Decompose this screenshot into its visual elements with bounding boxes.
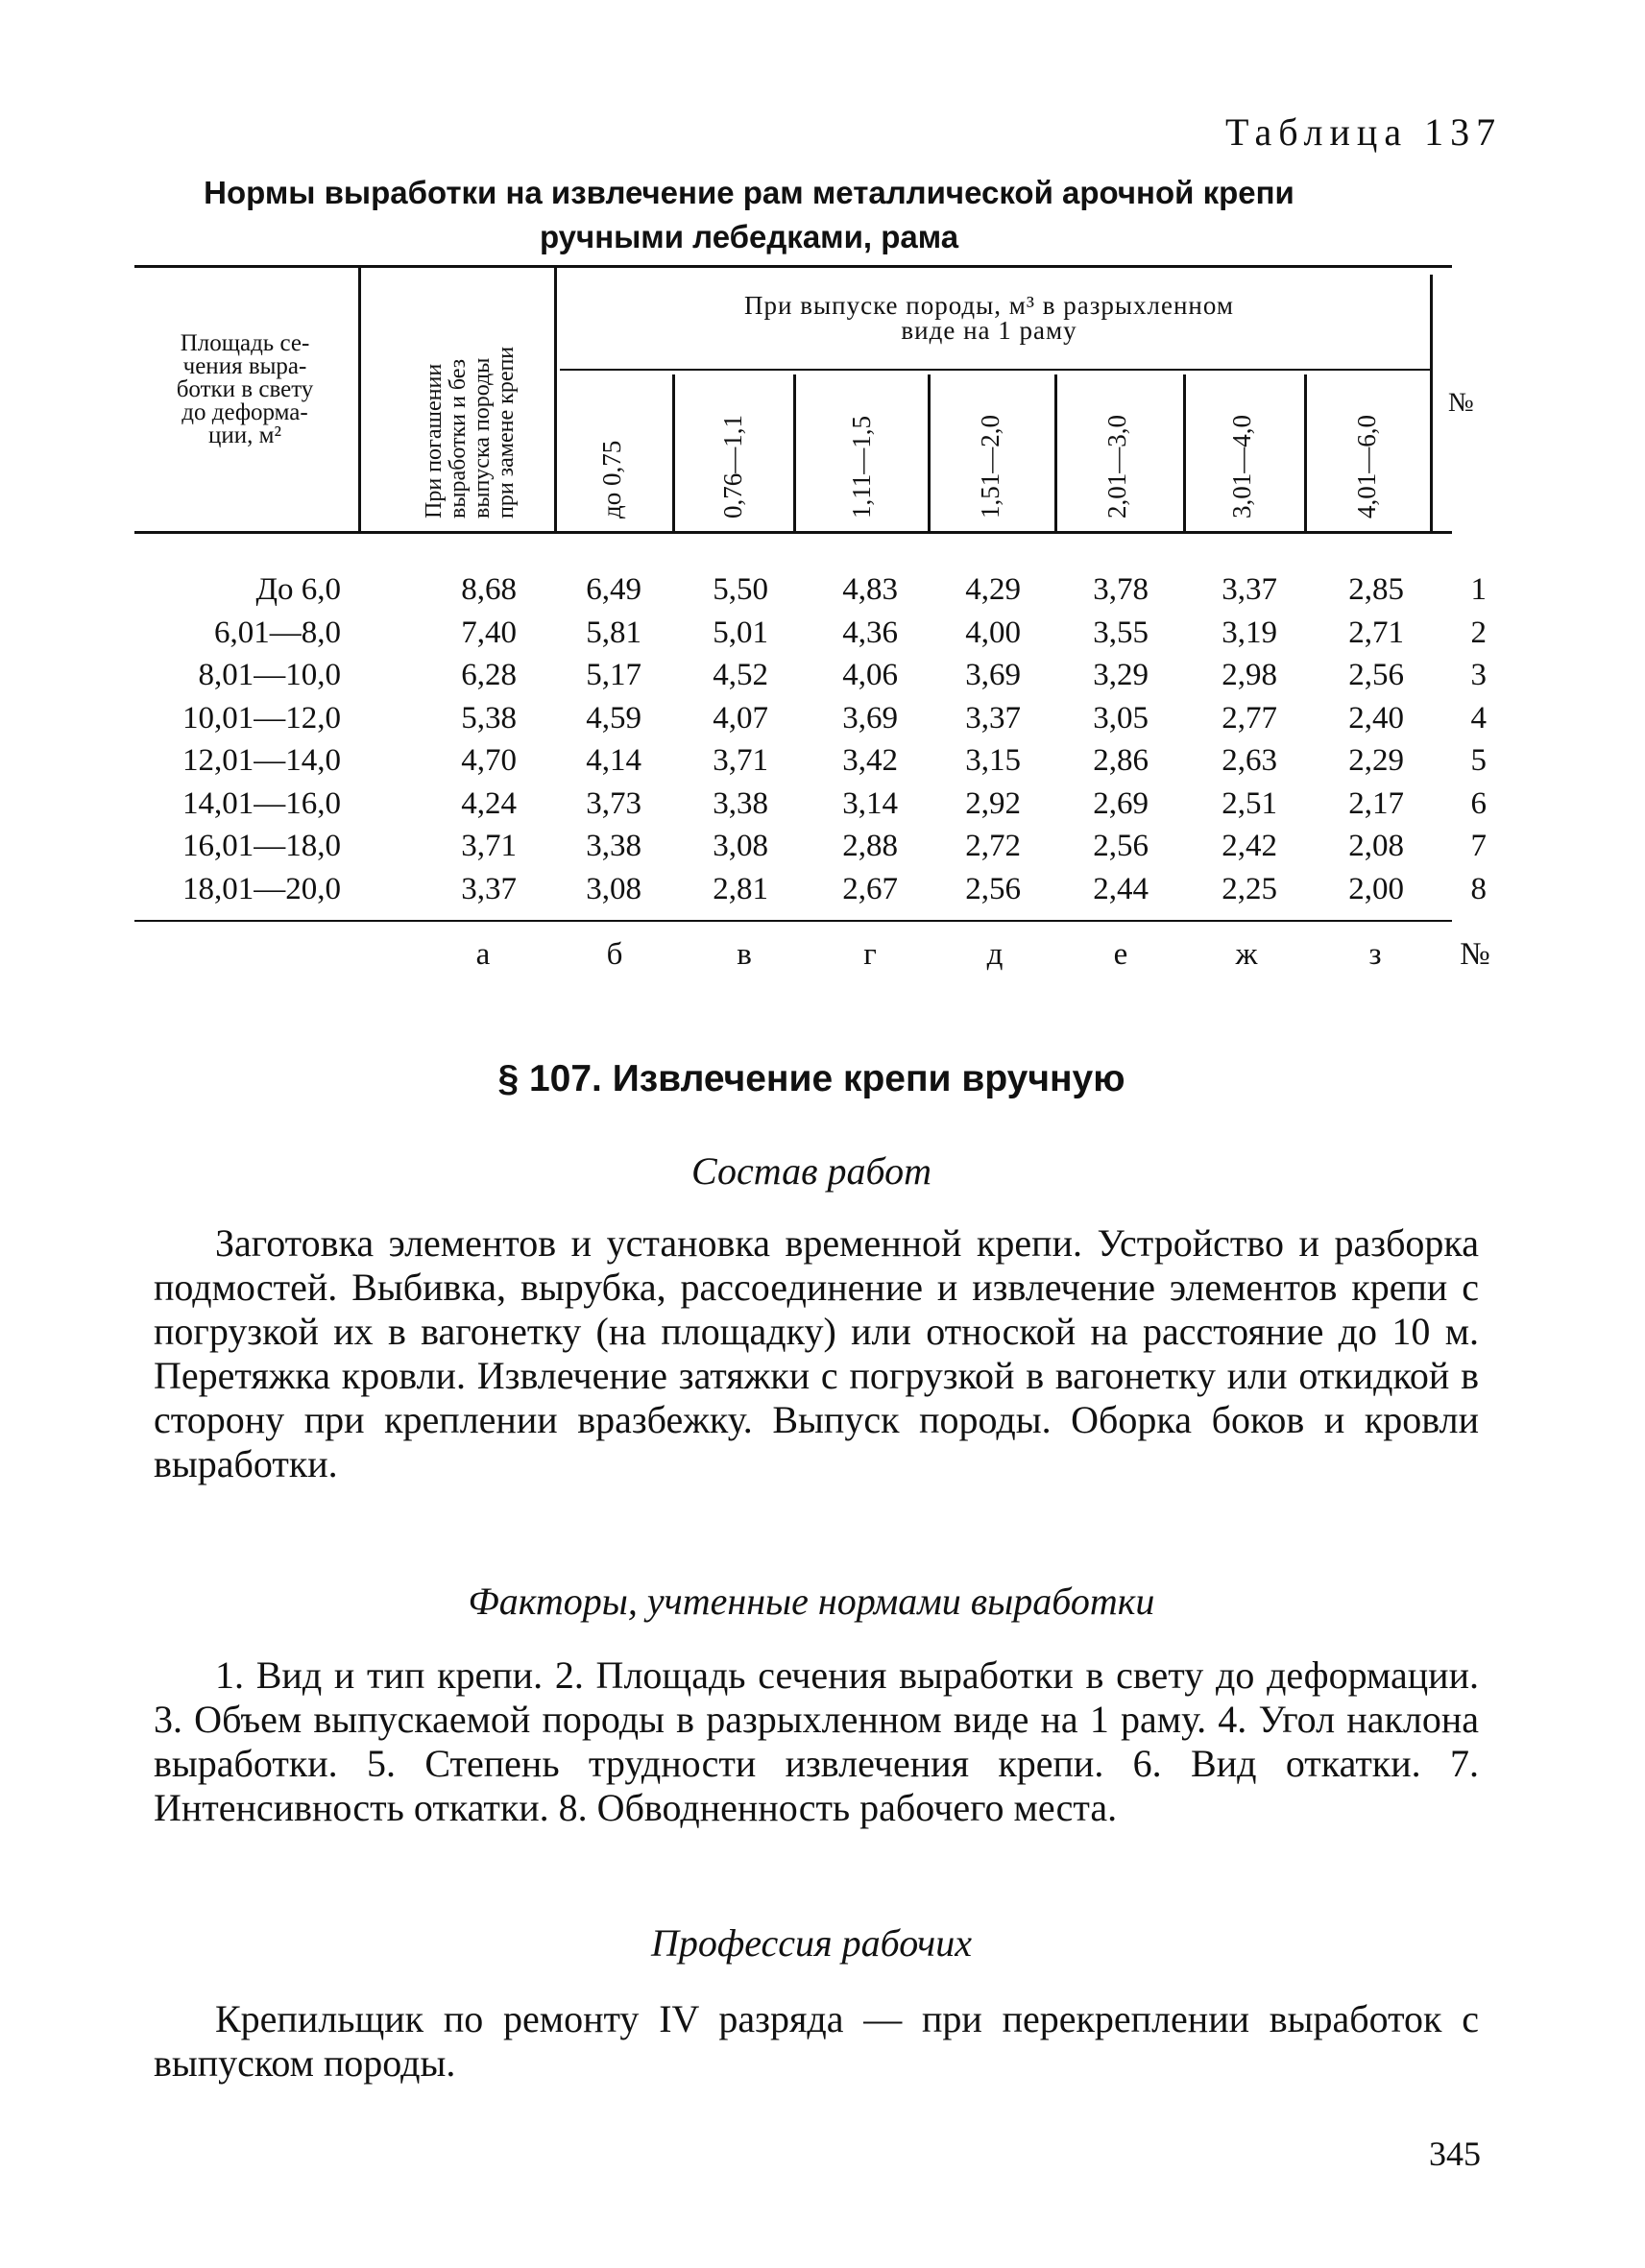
column-letter: № xyxy=(1460,937,1490,972)
header-range-6: 3,01—4,0 xyxy=(1227,415,1256,519)
header-range-7: 4,01—6,0 xyxy=(1352,415,1381,519)
header-area-line: до деформа- xyxy=(181,399,308,425)
table-cell-area: 10,01—12,0 xyxy=(182,700,341,736)
header-group-line2: виде на 1 раму xyxy=(901,316,1077,345)
header-area-line: ботки в свету xyxy=(176,376,314,402)
table-cell-value: 4,29 xyxy=(965,572,1021,607)
table-cell-value: 4,07 xyxy=(713,700,768,736)
table-cell-value: 3,71 xyxy=(461,829,517,863)
table-label: Таблица 137 xyxy=(1225,110,1503,154)
table-cell-row-number: 1 xyxy=(1470,572,1487,607)
table-cell-value: 3,38 xyxy=(713,785,768,821)
factors-heading: Факторы, учтенные нормами выработки xyxy=(468,1580,1155,1623)
table-cell-value: 4,52 xyxy=(713,658,768,692)
divider-range-5 xyxy=(1183,374,1186,532)
divider-range-6 xyxy=(1304,374,1307,532)
table-cell-row-number: 7 xyxy=(1470,829,1487,863)
header-release-group xyxy=(557,293,1421,343)
table-cell-value: 2,85 xyxy=(1348,572,1404,607)
column-letter: в xyxy=(737,937,752,972)
column-letter: а xyxy=(475,937,491,972)
header-number-col: № xyxy=(1448,388,1474,418)
composition-heading: Состав работ xyxy=(691,1149,931,1193)
table-cell-row-number: 8 xyxy=(1470,871,1487,906)
table-cell-value: 5,38 xyxy=(461,700,517,736)
header-range-3: 1,11—1,5 xyxy=(847,416,876,519)
table-title-line1: Нормы выработки на извлечение рам металлической арочной крепи xyxy=(204,175,1294,210)
header-no-release-line: при замене крепи xyxy=(494,346,519,519)
header-area-col xyxy=(134,332,355,447)
table-cell-area: 16,01—18,0 xyxy=(182,829,341,863)
table-cell-value: 2,88 xyxy=(842,829,898,863)
table-cell-value: 7,40 xyxy=(461,615,517,650)
table-cell-value: 2,56 xyxy=(965,871,1021,906)
factors-text: 1. Вид и тип крепи. 2. Площадь сечения выработки в свету до деформации. 3. Объем выпускаемой породы в разрыхленном виде на 1 раму. 4. Угол наклона выработки. 5. Степень трудности извлечения крепи. 6. Вид откатки. 7. Интенсивность откатки. 8. Обводненность рабочего места. xyxy=(154,1653,1479,1829)
column-letter: е xyxy=(1113,937,1128,972)
header-area-line: Площадь се- xyxy=(180,330,310,356)
header-area-line: чения выра- xyxy=(182,353,307,379)
header-range-2: 0,76—1,1 xyxy=(718,415,747,519)
header-area-line: ции, м² xyxy=(208,422,281,448)
table-cell-value: 3,37 xyxy=(965,700,1021,736)
composition-text: Заготовка элементов и установка временной крепи. Устройство и разборка подмостей. Выбивка, вырубка, рассоединение и извлечение элементов крепи с погрузкой их в вагонетку (на площадку) или отноской на расстояние до 10 м. Перетяжка кровли. Извлечение затяжки с погрузкой в вагонетку или откидкой в сторону при креплении вразбежку. Выпуск породы. Оборка боков и кровли выработки. xyxy=(154,1221,1479,1485)
table-cell-value: 2,56 xyxy=(1348,658,1404,692)
table-cell-value: 2,71 xyxy=(1348,615,1404,650)
table-cell-value: 8,68 xyxy=(461,572,517,607)
table-cell-value: 3,05 xyxy=(1093,700,1149,736)
table-cell-value: 3,15 xyxy=(965,743,1021,778)
table-cell-value: 4,36 xyxy=(842,615,898,650)
table-cell-value: 4,14 xyxy=(586,743,641,778)
table-cell-value: 3,29 xyxy=(1093,658,1149,692)
divider-range-3 xyxy=(928,374,931,532)
table-cell-value: 5,50 xyxy=(713,572,768,607)
table-cell-value: 3,69 xyxy=(842,700,898,736)
header-range-4: 1,51—2,0 xyxy=(976,415,1004,519)
table-cell-value: 2,69 xyxy=(1093,785,1149,821)
table-cell-value: 3,55 xyxy=(1093,615,1149,650)
table-cell-value: 6,49 xyxy=(586,572,641,607)
header-no-release-line: При погашении xyxy=(422,363,447,519)
table-cell-value: 3,78 xyxy=(1093,572,1149,607)
page-number: 345 xyxy=(1429,2135,1481,2173)
table-cell-value: 2,92 xyxy=(965,785,1021,821)
table-cell-row-number: 2 xyxy=(1470,615,1487,650)
table-cell-value: 2,86 xyxy=(1093,743,1149,778)
table-cell-value: 2,72 xyxy=(965,829,1021,863)
table-cell-value: 2,25 xyxy=(1222,871,1277,906)
table-cell-value: 3,71 xyxy=(713,743,768,778)
table-cell-value: 4,70 xyxy=(461,743,517,778)
table-cell-value: 2,44 xyxy=(1093,871,1149,906)
table-cell-area: 12,01—14,0 xyxy=(182,743,341,778)
divider-range-1 xyxy=(672,374,675,532)
table-cell-value: 2,40 xyxy=(1348,700,1404,736)
table-cell-row-number: 5 xyxy=(1470,743,1487,778)
table-cell-area: До 6,0 xyxy=(255,572,341,607)
table-cell-area: 18,01—20,0 xyxy=(182,871,341,906)
table-cell-area: 6,01—8,0 xyxy=(214,615,341,650)
column-letter: г xyxy=(863,937,877,972)
section-heading: § 107. Извлечение крепи вручную xyxy=(497,1058,1125,1099)
column-letter: б xyxy=(606,937,623,972)
header-no-release-line: выпуска породы xyxy=(470,357,495,519)
table-cell-row-number: 3 xyxy=(1470,658,1487,692)
table-cell-value: 3,69 xyxy=(965,658,1021,692)
table-cell-area: 14,01—16,0 xyxy=(182,785,341,821)
table-cell-value: 2,67 xyxy=(842,871,898,906)
table-cell-value: 4,06 xyxy=(842,658,898,692)
group-under-rule xyxy=(560,369,1430,371)
table-cell-value: 2,77 xyxy=(1222,700,1277,736)
profession-text: Крепильщик по ремонту IV разряда — при перекреплении выработок с выпуском породы. xyxy=(154,1997,1479,2085)
table-cell-value: 6,28 xyxy=(461,658,517,692)
table-cell-value: 2,56 xyxy=(1093,829,1149,863)
divider-area xyxy=(358,265,361,532)
header-group-line1: При выпуске породы, м³ в разрыхленном xyxy=(744,291,1234,320)
profession-heading: Профессия рабочих xyxy=(650,1921,972,1965)
table-cell-value: 4,00 xyxy=(965,615,1021,650)
table-cell-value: 3,42 xyxy=(842,743,898,778)
table-cell-value: 3,38 xyxy=(586,829,641,863)
column-letter: ж xyxy=(1235,937,1258,972)
table-cell-row-number: 4 xyxy=(1470,700,1487,736)
table-cell-value: 2,81 xyxy=(713,871,768,906)
table-cell-value: 2,63 xyxy=(1222,743,1277,778)
table-cell-value: 5,01 xyxy=(713,615,768,650)
header-no-release-line: выработки и без xyxy=(446,358,471,519)
table-cell-value: 2,17 xyxy=(1348,785,1404,821)
divider-range-4 xyxy=(1054,374,1057,532)
table-cell-value: 3,19 xyxy=(1222,615,1277,650)
column-letter: з xyxy=(1368,937,1382,972)
table-cell-value: 3,08 xyxy=(713,829,768,863)
table-bottom-rule xyxy=(134,920,1452,922)
table-cell-area: 8,01—10,0 xyxy=(198,658,341,692)
table-cell-value: 5,17 xyxy=(586,658,641,692)
table-cell-value: 5,81 xyxy=(586,615,641,650)
table-title xyxy=(154,171,1344,259)
table-cell-value: 4,83 xyxy=(842,572,898,607)
table-cell-value: 2,51 xyxy=(1222,785,1277,821)
header-range-5: 2,01—3,0 xyxy=(1102,415,1131,519)
table-cell-value: 3,37 xyxy=(1222,572,1277,607)
divider-number xyxy=(1430,275,1433,532)
table-title-line2: ручными лебедками, рама xyxy=(539,219,959,254)
table-cell-value: 3,73 xyxy=(586,785,641,821)
table-cell-value: 2,29 xyxy=(1348,743,1404,778)
column-letter: д xyxy=(986,937,1004,972)
table-cell-value: 3,37 xyxy=(461,871,517,906)
table-cell-value: 2,42 xyxy=(1222,829,1277,863)
table-cell-value: 2,00 xyxy=(1348,871,1404,906)
table-cell-value: 4,24 xyxy=(461,785,517,821)
table-cell-value: 3,08 xyxy=(586,871,641,906)
table-cell-value: 3,14 xyxy=(842,785,898,821)
table-cell-value: 4,59 xyxy=(586,700,641,736)
divider-range-2 xyxy=(793,374,796,532)
table-cell-row-number: 6 xyxy=(1470,785,1487,821)
table-cell-value: 2,98 xyxy=(1222,658,1277,692)
table-cell-value: 2,08 xyxy=(1348,829,1404,863)
table-top-rule xyxy=(134,265,1452,268)
header-range-1: до 0,75 xyxy=(597,440,626,519)
header-no-release-col xyxy=(423,347,519,519)
